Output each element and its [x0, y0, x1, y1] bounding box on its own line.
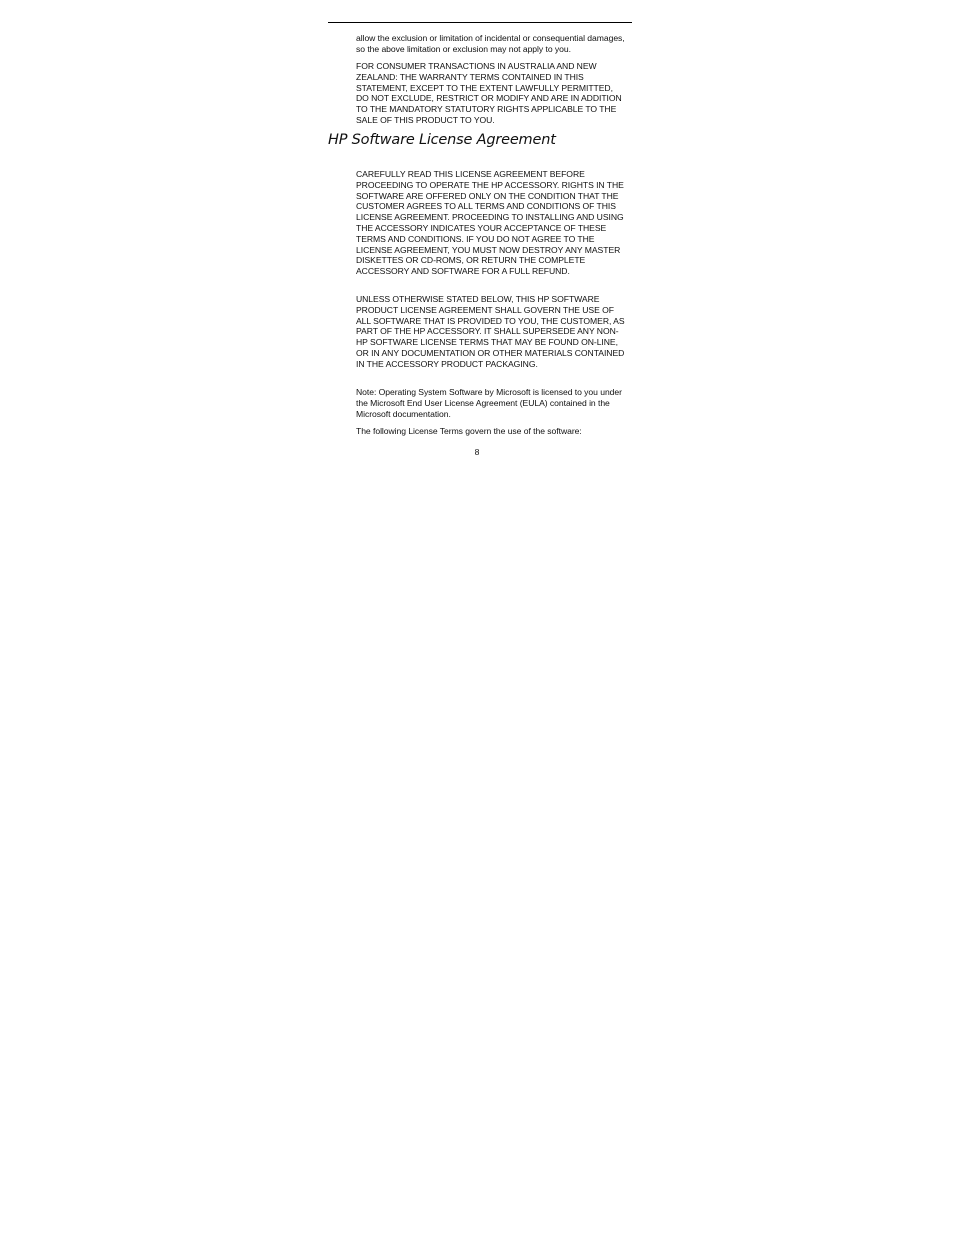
microsoft-note-paragraph: Note: Operating System Software by Microsoft is licensed to you under the Microsoft End User License Agreement (EULA) contained in the Microsoft documentation.: [356, 387, 622, 419]
australia-new-zealand-paragraph: FOR CONSUMER TRANSACTIONS IN AUSTRALIA AND NEW ZEALAND: THE WARRANTY TERMS CONTAINED IN THIS STATEMENT, EXCEPT TO THE EXTENT LAWFULLY PERMITTED, DO NOT EXCLUDE, RESTRICT OR MODIFY AND ARE IN ADDITION TO THE MANDATORY STATUTORY RIGHTS APPLICABLE TO THE SALE OF THIS PRODUCT TO YOU.: [356, 61, 622, 125]
carefully-read-paragraph: CAREFULLY READ THIS LICENSE AGREEMENT BEFORE PROCEEDING TO OPERATE THE HP ACCESSORY. RIGHTS IN THE SOFTWARE ARE OFFERED ONLY ON THE CONDITION THAT THE CUSTOMER AGREES TO ALL TERMS AND CONDITIONS OF THIS LICENSE AGREEMENT. PROCEEDING TO INSTALLING AND USING THE ACCESSORY INDICATES YOUR ACCEPTANCE OF THESE TERMS AND CONDITIONS. IF YOU DO NOT AGREE TO THE LICENSE AGREEMENT, YOU MUST NOW DESTROY ANY MASTER DISKETTES OR CD-ROMS, OR RETURN THE COMPLETE ACCESSORY AND SOFTWARE FOR A FULL REFUND.: [356, 169, 624, 277]
unless-otherwise-stated-paragraph: UNLESS OTHERWISE STATED BELOW, THIS HP SOFTWARE PRODUCT LICENSE AGREEMENT SHALL GOVERN THE USE OF ALL SOFTWARE THAT IS PROVIDED TO YOU, THE CUSTOMER, AS PART OF THE HP ACCESSORY. IT SHALL SUPERSEDE ANY NON-HP SOFTWARE LICENSE TERMS THAT MAY BE FOUND ON-LINE, OR IN ANY DOCUMENTATION OR OTHER MATERIALS CONTAINED IN THE ACCESSORY PRODUCT PACKAGING.: [356, 294, 625, 369]
header-rule: [328, 22, 632, 23]
continuation-paragraph: allow the exclusion or limitation of incidental or consequential damages, so the above limitation or exclusion may not apply to you.: [356, 33, 625, 54]
license-terms-intro-paragraph: The following License Terms govern the use of the software:: [356, 426, 582, 436]
page-number: 8: [474, 447, 480, 457]
section-heading: HP Software License Agreement: [328, 132, 556, 148]
